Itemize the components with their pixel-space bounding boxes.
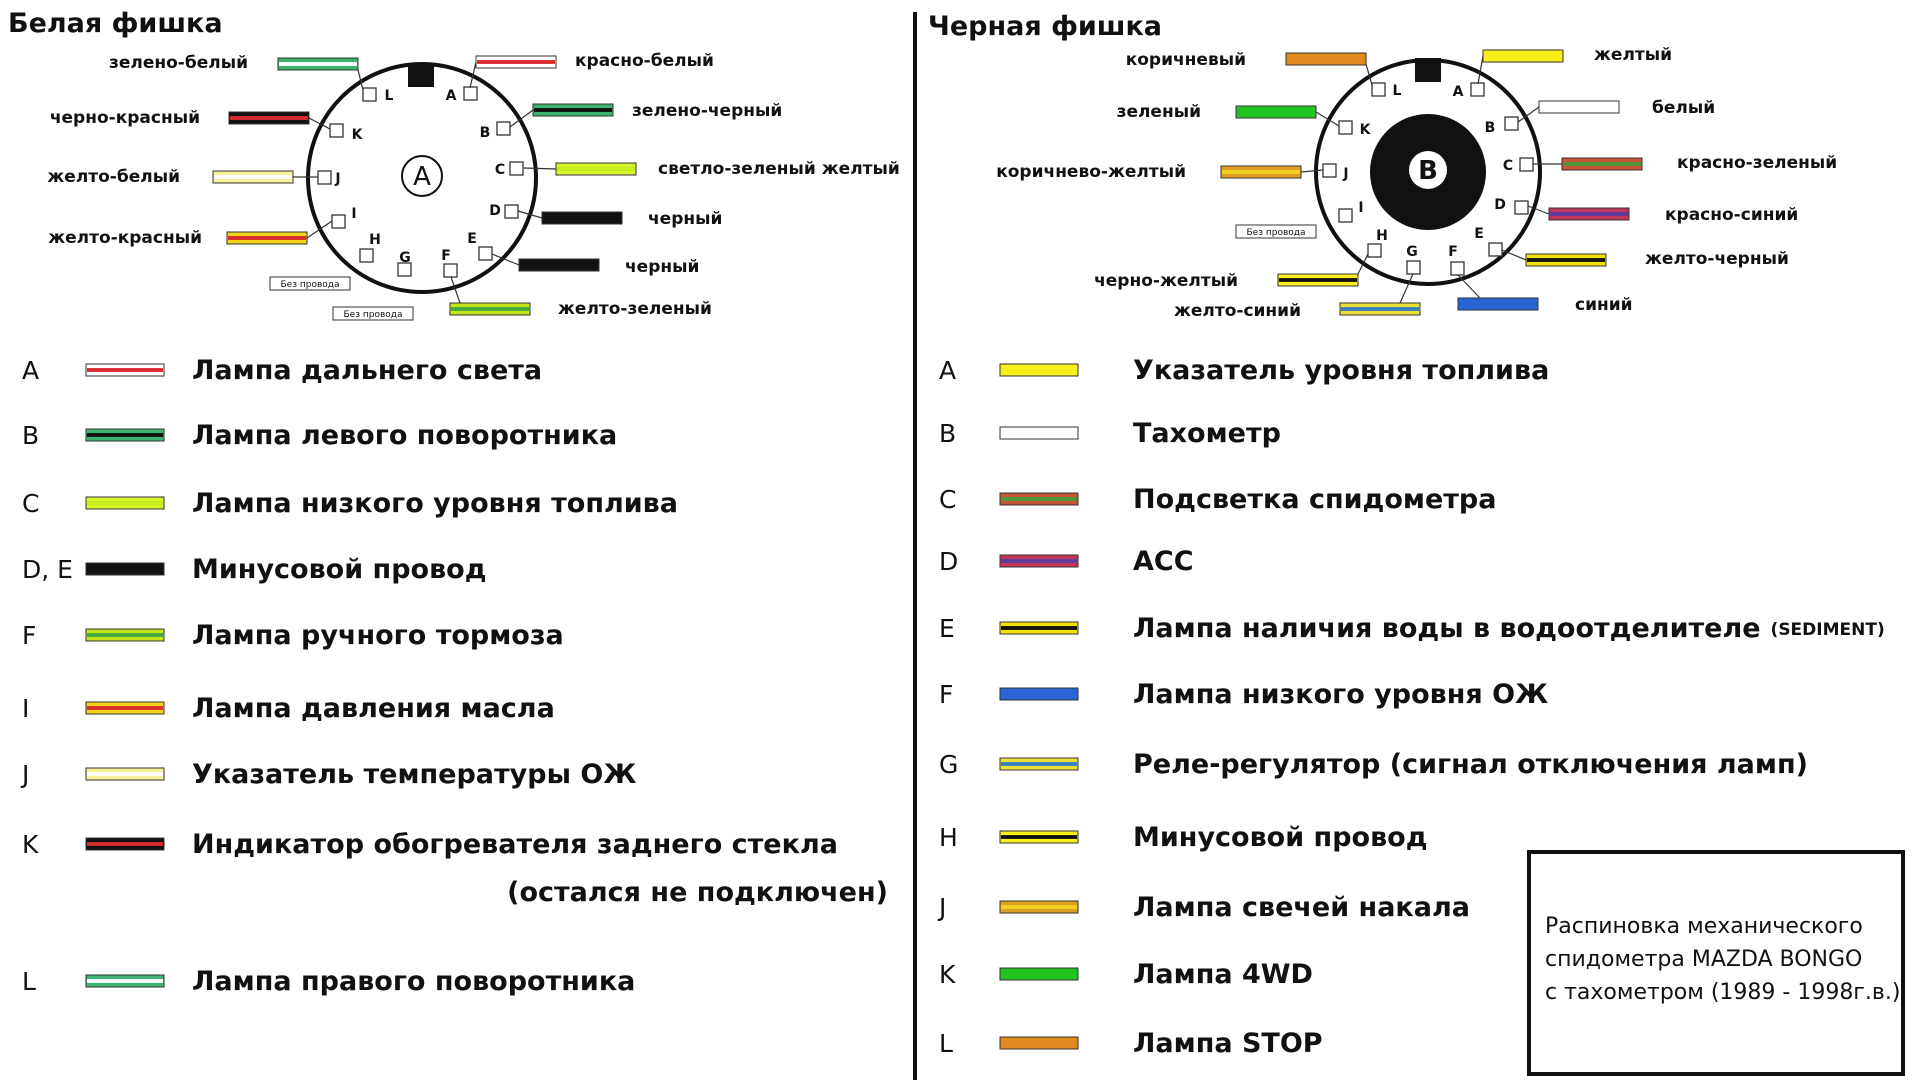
pin-letter-l: L: [384, 88, 394, 104]
legend-pin-j: J: [22, 760, 30, 789]
pin-box-j: [1323, 164, 1336, 177]
legend-row-k: [22, 829, 888, 908]
wire-label-j: коричнево-желтый: [996, 162, 1186, 182]
legend-pin-a: A: [22, 356, 40, 385]
wire-label-g: желто-синий: [1173, 301, 1301, 321]
wire-swatch-j: [1221, 166, 1301, 178]
pin-letter-e: E: [1474, 226, 1484, 242]
legend-row-l: [22, 966, 635, 997]
wire-swatch-a: [1483, 50, 1563, 62]
pin-j: [996, 162, 1348, 182]
pin-box-h: [1368, 244, 1381, 257]
wire-label-i: желто-красный: [48, 228, 202, 248]
pin-c: [1503, 153, 1837, 174]
pin-box-c: [510, 162, 523, 175]
info-line-3: с тахометром (1989 - 1998г.в.): [1545, 980, 1901, 1005]
legend-swatch-d: [1000, 555, 1078, 567]
wire-swatch-f: [1458, 298, 1538, 310]
legend-pin-k: K: [939, 960, 956, 989]
pin-box-e: [1489, 243, 1502, 256]
pin-letter-g: G: [1406, 244, 1418, 260]
legend-pin-l: L: [939, 1029, 953, 1058]
legend-function-d: ACC: [1133, 546, 1194, 577]
legend-pin-d: D: [939, 547, 959, 576]
wire-label-e: желто-черный: [1645, 249, 1789, 269]
legend-row-c: [22, 488, 678, 519]
legend-function-k: Лампа 4WD: [1133, 959, 1313, 990]
legend-row-d: [939, 546, 1194, 577]
legend-swatch-c: [1000, 493, 1078, 505]
info-line-1: Распиновка механического: [1545, 914, 1863, 939]
legend-function-d-e: Минусовой провод: [192, 554, 487, 585]
legend-row-h: [939, 822, 1428, 853]
pin-letter-h: H: [369, 232, 381, 248]
legend-function-j: Лампа свечей накала: [1133, 892, 1470, 923]
legend-pin-d-e: D, E: [22, 555, 73, 584]
legend-swatch-e: [1000, 622, 1078, 634]
pin-i: [48, 206, 356, 248]
wire-label-c: светло-зеленый желтый: [658, 159, 900, 179]
pin-c: [495, 159, 900, 179]
pin-box-i: [1339, 209, 1352, 222]
legend-pin-j: J: [939, 893, 947, 922]
legend-swatch-j: [86, 768, 164, 780]
pin-letter-e: E: [467, 231, 477, 247]
legend-pin-c: C: [22, 489, 40, 518]
legend-row-a: [22, 355, 542, 386]
wire-label-b: зелено-черный: [632, 101, 783, 121]
wire-swatch-h: [1278, 274, 1358, 286]
legend-swatch-k: [86, 838, 164, 850]
wire-label-k: зеленый: [1116, 102, 1201, 122]
pin-letter-l: L: [1392, 83, 1402, 99]
legend-swatch-a: [1000, 364, 1078, 376]
legend-row-f: [939, 679, 1548, 710]
legend-pin-b: B: [939, 419, 957, 448]
pin-lead-f: [1458, 275, 1480, 298]
pin-box-a: [1471, 83, 1484, 96]
pin-box-j: [318, 171, 331, 184]
legend-swatch-j: [1000, 901, 1078, 913]
pin-letter-i: I: [1358, 200, 1364, 216]
legend-note-e: (SEDIMENT): [1770, 620, 1885, 640]
legend-swatch-f: [86, 629, 164, 641]
wire-swatch-c: [1562, 158, 1642, 170]
pin-letter-h: H: [1376, 228, 1388, 244]
wire-label-b: белый: [1652, 98, 1716, 118]
pin-letter-k: K: [351, 127, 363, 143]
wire-swatch-l: [278, 58, 358, 70]
legend-function-b: Тахометр: [1133, 418, 1281, 449]
pin-letter-g: G: [399, 250, 411, 266]
wire-label-c: красно-зеленый: [1677, 153, 1838, 173]
legend-row-c: [939, 484, 1496, 515]
legend-pin-a: A: [939, 356, 957, 385]
pin-letter-j: J: [1343, 166, 1349, 182]
legend-swatch-g: [1000, 758, 1078, 770]
pin-box-i: [332, 215, 345, 228]
legend-pin-b: B: [22, 421, 40, 450]
pin-box-c: [1520, 158, 1533, 171]
white-connector-title: Белая фишка: [8, 8, 223, 39]
no-wire-label-i: Без провода: [1246, 228, 1306, 238]
legend-row-f: [22, 620, 564, 651]
legend-swatch-k: [1000, 968, 1078, 980]
no-wire-label-h: Без провода: [280, 280, 340, 290]
wire-swatch-e: [1526, 254, 1606, 266]
pin-box-a: [464, 87, 477, 100]
wire-swatch-b: [533, 104, 613, 116]
legend-note-k: (остался не подключен): [507, 877, 888, 908]
legend-row-d-e: [22, 554, 487, 585]
legend-pin-g: G: [939, 750, 959, 779]
pin-letter-j: J: [335, 171, 341, 187]
info-line-2: спидометра MAZDA BONGO: [1545, 947, 1863, 972]
legend-pin-k: K: [22, 830, 39, 859]
black-connector-key: [1415, 58, 1441, 82]
legend-pin-f: F: [22, 621, 37, 650]
wire-label-h: черно-желтый: [1094, 271, 1238, 291]
wire-swatch-c: [556, 163, 636, 175]
legend-row-k: [939, 959, 1313, 990]
black-connector-center-label: B: [1418, 156, 1438, 186]
legend-swatch-a: [86, 364, 164, 376]
legend-swatch-c: [86, 497, 164, 509]
legend-function-b: Лампа левого поворотника: [192, 420, 618, 451]
legend-function-i: Лампа давления масла: [192, 693, 555, 724]
white-connector-key: [408, 63, 434, 87]
pin-letter-f: F: [1448, 244, 1458, 260]
pin-box-k: [1339, 121, 1352, 134]
legend-pin-f: F: [939, 680, 954, 709]
legend-row-e: [939, 613, 1885, 644]
legend-swatch-l: [86, 975, 164, 987]
white-connector-center-label: A: [413, 162, 431, 192]
legend-function-c: Подсветка спидометра: [1133, 484, 1497, 515]
pin-letter-b: B: [479, 125, 491, 141]
legend-row-i: [22, 693, 555, 724]
wire-label-a: красно-белый: [575, 51, 714, 71]
pin-letter-b: B: [1484, 120, 1496, 136]
legend-row-a: [939, 355, 1549, 386]
legend-row-l: [939, 1028, 1323, 1059]
wire-label-d: черный: [648, 209, 723, 229]
no-wire-label-g: Без провода: [343, 310, 403, 320]
legend-pin-l: L: [22, 967, 36, 996]
legend-function-f: Лампа низкого уровня ОЖ: [1133, 679, 1549, 710]
wire-label-a: желтый: [1594, 45, 1673, 65]
wire-label-l: зелено-белый: [108, 53, 248, 73]
pin-box-d: [1515, 201, 1528, 214]
legend-swatch-d-e: [86, 563, 164, 575]
legend-swatch-b: [1000, 427, 1078, 439]
legend-swatch-l: [1000, 1037, 1078, 1049]
black-connector-title: Черная фишка: [928, 11, 1162, 42]
legend-function-e: Лампа наличия воды в водоотделителе: [1133, 613, 1761, 644]
info-box: [1527, 850, 1905, 1076]
pin-letter-a: A: [445, 88, 457, 104]
pin-box-l: [1372, 83, 1385, 96]
wire-swatch-k: [1236, 106, 1316, 118]
pin-letter-k: K: [1359, 122, 1371, 138]
wire-swatch-e: [519, 259, 599, 271]
legend-function-h: Минусовой провод: [1133, 822, 1428, 853]
wire-swatch-l: [1286, 53, 1366, 65]
pin-box-b: [1505, 117, 1518, 130]
wire-swatch-a: [476, 56, 556, 68]
legend-swatch-i: [86, 702, 164, 714]
wire-label-l: коричневый: [1125, 50, 1246, 70]
wire-swatch-b: [1539, 101, 1619, 113]
legend-row-b: [939, 418, 1281, 449]
legend-row-g: [939, 749, 1808, 780]
wire-label-f: желто-зеленый: [558, 299, 712, 319]
pin-box-l: [363, 88, 376, 101]
pin-letter-c: C: [1502, 158, 1514, 174]
legend-swatch-f: [1000, 688, 1078, 700]
legend-pin-e: E: [939, 614, 955, 643]
pin-box-f: [1451, 262, 1464, 275]
pin-box-k: [330, 124, 343, 137]
legend-function-l: Лампа правого поворотника: [192, 966, 636, 997]
wire-swatch-d: [1549, 208, 1629, 220]
wire-label-f: синий: [1575, 295, 1633, 315]
white-connector-legend: [20, 355, 888, 997]
legend-function-k: Индикатор обогревателя заднего стекла: [192, 829, 838, 860]
pin-letter-a: A: [1452, 84, 1464, 100]
legend-function-l: Лампа STOP: [1133, 1028, 1323, 1059]
pin-letter-f: F: [441, 248, 451, 264]
pin-box-f: [444, 264, 457, 277]
pin-letter-d: D: [489, 203, 501, 219]
legend-swatch-h: [1000, 831, 1078, 843]
wire-swatch-j: [213, 171, 293, 183]
pin-box-h: [360, 249, 373, 262]
pin-box-d: [505, 205, 518, 218]
wire-label-e: черный: [625, 257, 700, 277]
wire-label-k: черно-красный: [49, 108, 200, 128]
legend-swatch-b: [86, 429, 164, 441]
wire-label-d: красно-синий: [1665, 205, 1799, 225]
pin-d: [1494, 197, 1798, 225]
legend-pin-i: I: [22, 694, 30, 723]
legend-function-f: Лампа ручного тормоза: [192, 620, 564, 651]
pin-box-e: [479, 247, 492, 260]
legend-row-b: [22, 420, 617, 451]
section-divider: [913, 12, 917, 1080]
legend-function-c: Лампа низкого уровня топлива: [192, 488, 678, 519]
wire-swatch-f: [450, 303, 530, 315]
legend-row-j: [20, 759, 636, 790]
legend-function-a: Указатель уровня топлива: [1133, 355, 1550, 386]
legend-function-a: Лампа дальнего света: [192, 355, 543, 386]
legend-pin-h: H: [939, 823, 958, 852]
wire-swatch-k: [229, 112, 309, 124]
pin-box-b: [497, 122, 510, 135]
wire-swatch-g: [1340, 303, 1420, 315]
legend-function-g: Реле-регулятор (сигнал отключения ламп): [1133, 749, 1808, 780]
pin-letter-c: C: [494, 162, 506, 178]
pin-letter-d: D: [1494, 197, 1506, 213]
wire-label-j: желто-белый: [47, 167, 180, 187]
legend-pin-c: C: [939, 485, 957, 514]
wire-swatch-i: [227, 232, 307, 244]
legend-function-j: Указатель температуры ОЖ: [192, 759, 637, 790]
pin-box-g: [1407, 261, 1420, 274]
pin-letter-i: I: [351, 206, 357, 222]
wire-swatch-d: [542, 212, 622, 224]
pin-j: [47, 167, 340, 187]
legend-row-j: [937, 892, 1470, 923]
